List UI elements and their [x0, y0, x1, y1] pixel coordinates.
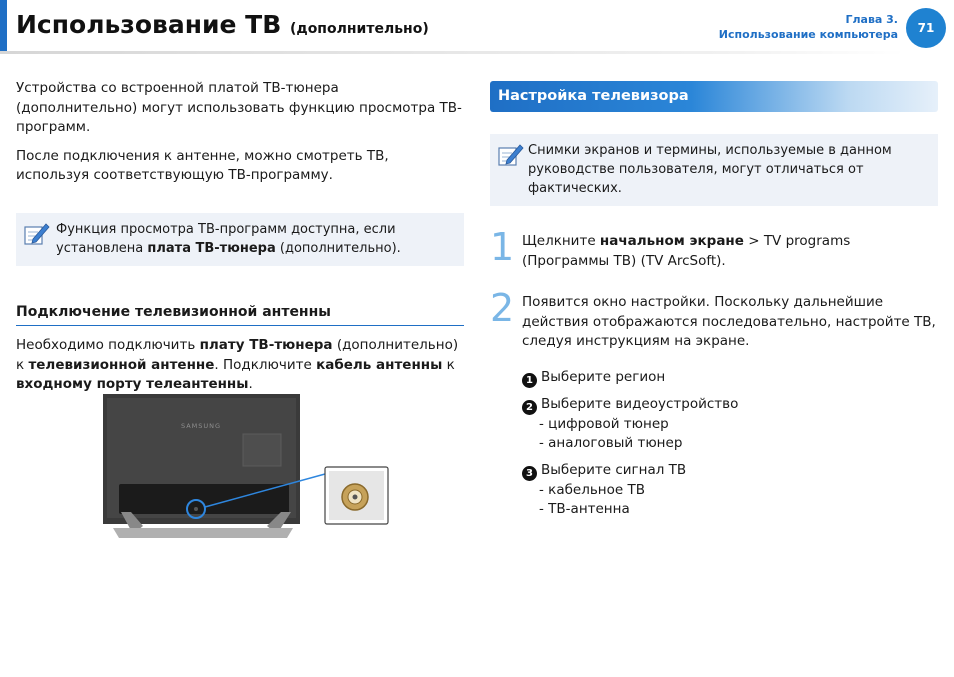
note-pencil-icon — [496, 142, 524, 168]
intro-paragraph-2: После подключения к антенне, можно смотреть ТВ, используя соответствующую ТВ-программу. — [16, 147, 389, 183]
substep-option: - цифровой тюнер — [539, 415, 669, 432]
step-number: 1 — [490, 225, 515, 269]
page-title — [16, 10, 429, 39]
chapter-label — [719, 12, 898, 42]
page-number-badge: 71 — [906, 8, 946, 48]
note-text-part: (дополнительно). — [275, 240, 401, 256]
step-2-text: Появится окно настройки. Поскольку дальнейшие действия отображаются последовательно, настройте ТВ, следуя инструкциям на экране. — [522, 294, 936, 349]
page-title-suffix: (дополнительно) — [289, 21, 429, 37]
substep-label: Выберите регион — [541, 368, 666, 385]
chapter-number: Глава 3. — [845, 13, 898, 26]
step-number: 2 — [490, 286, 515, 330]
page-title-main: Использование ТВ — [16, 10, 282, 39]
substep-marker: 3 — [522, 466, 537, 481]
substep-marker: 1 — [522, 373, 537, 388]
substep-region — [522, 368, 938, 388]
text-part: Необходимо подключить — [16, 337, 200, 353]
text-part: к — [442, 356, 455, 373]
text-bold: кабель антенны — [316, 356, 443, 373]
substep-video-device — [522, 395, 938, 454]
substep-label: Выберите сигнал ТВ — [541, 461, 687, 478]
vent-panel — [243, 434, 281, 466]
header-accent-bar — [0, 0, 7, 52]
text-bold: входному порту телеантенны — [16, 376, 249, 392]
screenshot-note-text: Снимки экранов и термины, используемые в данном руководстве пользователя, могут отличаться от фактических. — [528, 143, 892, 196]
substep-marker: 2 — [522, 400, 537, 415]
substep-label-line — [522, 368, 938, 388]
step-2 — [490, 286, 938, 352]
substep-option: - кабельное ТВ — [539, 481, 645, 498]
substep-label-line — [522, 395, 938, 415]
chapter-title: Использование компьютера — [718, 28, 898, 41]
setup-substeps — [490, 368, 938, 520]
intro-paragraph-1: Устройства со встроенной платой ТВ-тюнера (дополнительно) могут использовать функцию просмотра ТВ-программ. — [16, 80, 462, 135]
note-text-part: Функция просмотра ТВ-программ доступна, если установлена — [56, 221, 396, 256]
left-column — [16, 79, 464, 395]
substep-label-line — [522, 461, 938, 481]
right-column — [490, 81, 938, 527]
section-heading-tv-setup: Настройка телевизора — [490, 81, 938, 112]
text-part: Щелкните — [522, 233, 600, 249]
note-text-bold: плата ТВ-тюнера — [147, 240, 276, 256]
brand-logo: SAMSUNG — [180, 422, 222, 430]
step-1 — [490, 225, 938, 271]
substep-option: - аналоговый тюнер — [539, 435, 683, 451]
step-1-text — [522, 232, 938, 271]
antenna-connect-paragraph — [16, 336, 464, 395]
tuner-note — [16, 213, 464, 266]
substep-label: Выберите видеоустройство — [541, 395, 739, 412]
text-bold: телевизионной антенне — [28, 356, 215, 373]
text-part: . — [248, 376, 253, 392]
note-pencil-icon — [22, 221, 50, 247]
text-bold: начальном экране — [599, 233, 744, 249]
section-heading-antenna: Подключение телевизионной антенны — [16, 303, 464, 327]
text-part: (дополнительно) к — [16, 337, 459, 373]
tv-back-illustration — [103, 394, 389, 556]
text-part: > TV programs (Программы ТВ) (TV ArcSoft). — [522, 233, 851, 269]
text-bold: плату ТВ-тюнера — [199, 337, 333, 353]
header-divider — [0, 51, 905, 54]
substep-tv-signal — [522, 461, 938, 520]
text-part: . Подключите — [214, 356, 317, 373]
tuner-note-text — [56, 220, 454, 258]
stand-foot — [113, 528, 293, 538]
substep-option: - ТВ-антенна — [539, 501, 630, 517]
screenshot-note — [490, 134, 938, 206]
